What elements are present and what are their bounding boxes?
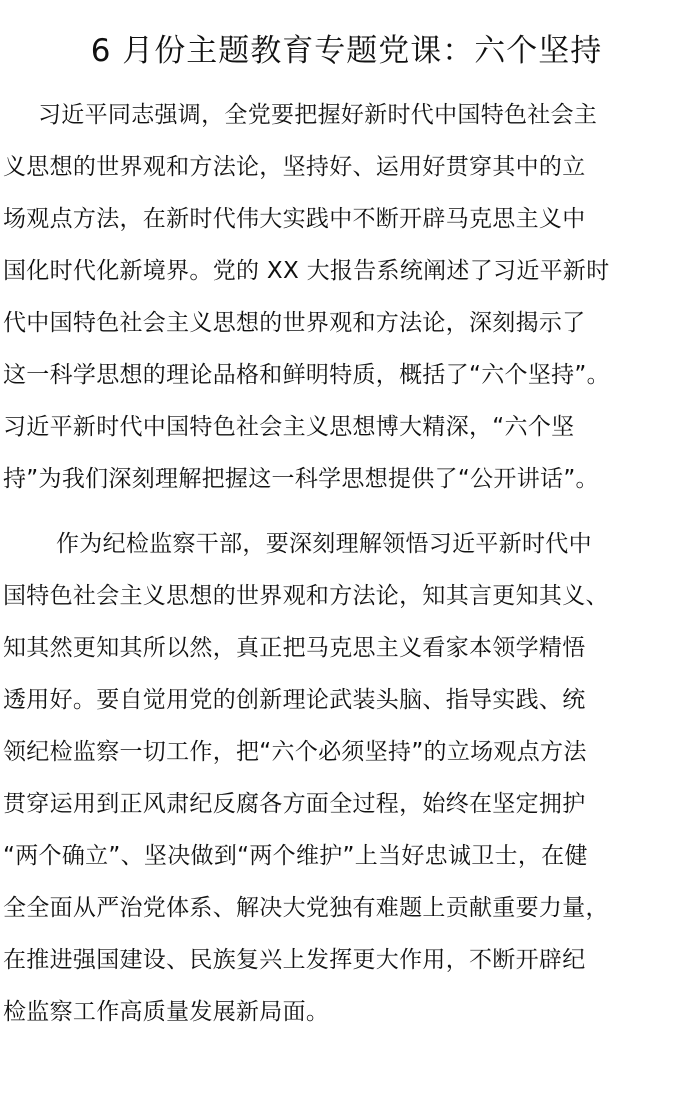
paragraph-2-line: 在推进强国建设、民族复兴上发挥更大作用，不断开辟纪	[3, 947, 586, 973]
paragraph-1-line: 习近平新时代中国特色社会主义思想博大精深，“六个坚	[3, 414, 575, 440]
paragraph-2-line: 贯穿运用到正风肃纪反腐各方面全过程，始终在坚定拥护	[3, 791, 586, 817]
paragraph-2-line: 作为纪检监察干部，要深刻理解领悟习近平新时代中	[56, 531, 592, 557]
paragraph-2-line: “两个确立”、坚决做到“两个维护”上当好忠诚卫士，在健	[3, 843, 588, 869]
paragraph-2-line: 领纪检监察一切工作，把“六个必须坚持”的立场观点方法	[3, 739, 587, 765]
paragraph-2-line: 国特色社会主义思想的世界观和方法论，知其言更知其义、	[3, 583, 609, 609]
document-title: 6 月份主题教育专题党课：六个坚持	[90, 33, 603, 69]
paragraph-1-line: 国化时代化新境界。党的 XX 大报告系统阐述了习近平新时	[3, 258, 610, 284]
paragraph-1-line: 场观点方法，在新时代伟大实践中不断开辟马克思主义中	[3, 206, 586, 232]
paragraph-2-line: 检监察工作高质量发展新局面。	[3, 999, 330, 1025]
paragraph-2-line: 透用好。要自觉用党的创新理论武装头脑、指导实践、统	[3, 687, 586, 713]
paragraph-1-line: 义思想的世界观和方法论，坚持好、运用好贯穿其中的立	[3, 154, 586, 180]
paragraph-1-line: 习近平同志强调，全党要把握好新时代中国特色社会主	[38, 102, 598, 128]
paragraph-1-line: 这一科学思想的理论品格和鲜明特质，概括了“六个坚持”。	[3, 362, 610, 388]
paragraph-2-line: 全全面从严治党体系、解决大党独有难题上贡献重要力量，	[3, 895, 609, 921]
paragraph-2-line: 知其然更知其所以然，真正把马克思主义看家本领学精悟	[3, 635, 586, 661]
paragraph-1-line: 代中国特色社会主义思想的世界观和方法论，深刻揭示了	[3, 310, 586, 336]
paragraph-1-line: 持”为我们深刻理解把握这一科学思想提供了“公开讲话”。	[3, 466, 599, 492]
